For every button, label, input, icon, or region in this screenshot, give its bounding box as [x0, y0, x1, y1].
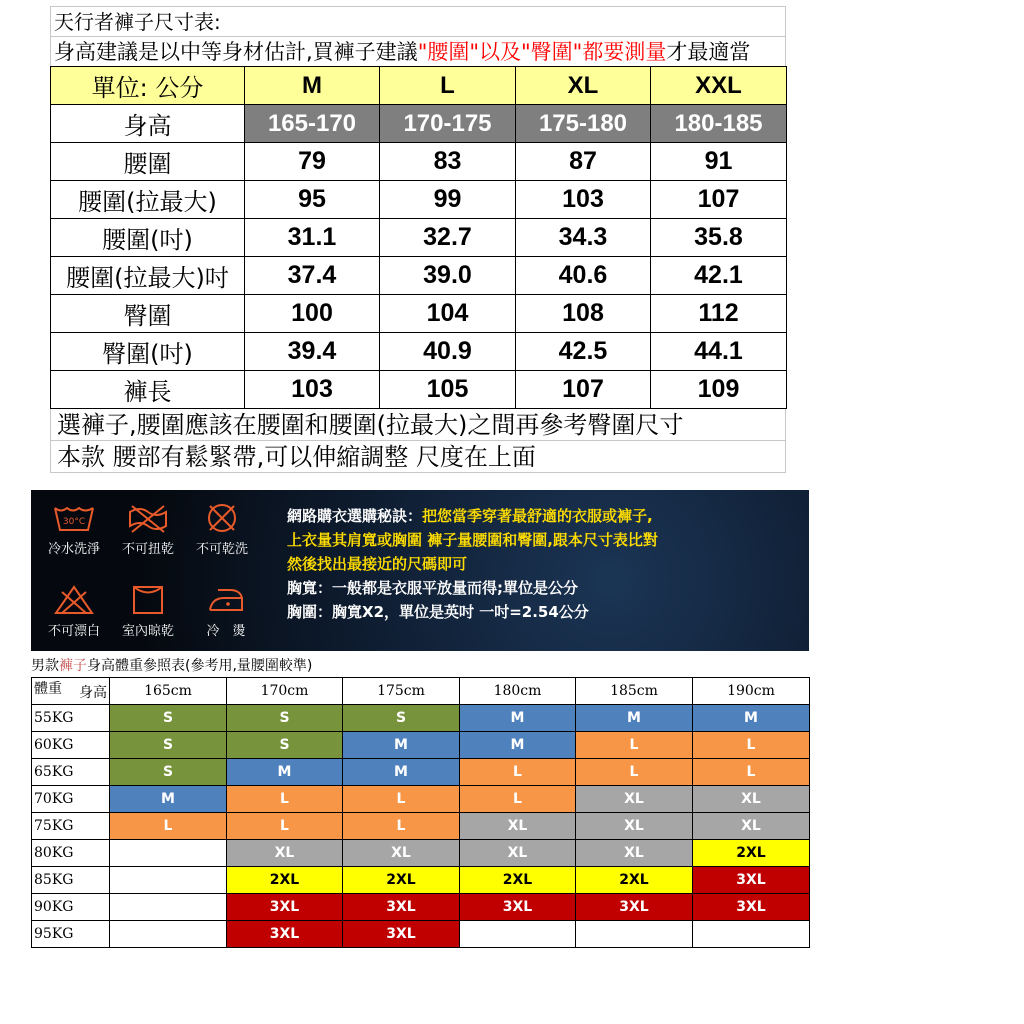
ref-size-cell: M [460, 732, 576, 759]
care-label: 冷水洗淨 [47, 542, 100, 557]
sheet-advice [50, 36, 786, 66]
size-row [51, 181, 787, 219]
advice-text-c: 才最適當 [666, 40, 751, 64]
size-value: 95 [245, 181, 380, 219]
ref-size-cell: XL [693, 813, 810, 840]
size-row-label: 腰圍(拉最大) [51, 181, 245, 219]
ref-size-cell: L [576, 759, 693, 786]
corner-height-label: 身高 [79, 685, 107, 701]
ref-size-cell: 3XL [343, 894, 460, 921]
tip-line-1: 把您當季穿著最舒適的衣服或褲子, [422, 507, 653, 525]
size-table [50, 66, 787, 409]
ref-size-cell: M [460, 705, 576, 732]
size-header-cell: XXL [651, 67, 787, 105]
ref-size-cell: XL [693, 786, 810, 813]
ref-size-cell: 2XL [460, 867, 576, 894]
size-row-label: 身高 [51, 105, 245, 143]
ref-weight-label: 60KG [32, 732, 110, 759]
size-sheet [50, 6, 786, 473]
size-header-cell: XL [516, 67, 651, 105]
ref-height-header: 170cm [227, 678, 343, 705]
ref-size-cell: S [227, 705, 343, 732]
ref-weight-label: 55KG [32, 705, 110, 732]
size-value: 180-185 [651, 105, 787, 143]
corner-weight-label: 體重 [34, 681, 62, 697]
ref-size-cell: L [227, 813, 343, 840]
size-value: 104 [380, 295, 516, 333]
size-value: 34.3 [516, 219, 651, 257]
size-value: 107 [516, 371, 651, 409]
ref-size-cell: 2XL [343, 867, 460, 894]
ref-size-cell: M [576, 705, 693, 732]
ref-size-cell: XL [460, 840, 576, 867]
ref-weight-label: 90KG [32, 894, 110, 921]
ref-size-cell [110, 840, 227, 867]
size-header-cell: M [245, 67, 380, 105]
ref-title [31, 655, 312, 675]
height-weight-table [31, 677, 810, 948]
size-header-cell: L [380, 67, 516, 105]
ref-size-cell: M [343, 759, 460, 786]
size-row [51, 105, 787, 143]
sheet-title: 天行者褲子尺寸表: [50, 6, 786, 36]
ref-weight-label: 65KG [32, 759, 110, 786]
ref-size-cell: S [227, 732, 343, 759]
size-row-label: 腰圍 [51, 143, 245, 181]
ref-weight-label: 75KG [32, 813, 110, 840]
size-row [51, 257, 787, 295]
ref-title-a: 男款 [31, 658, 59, 674]
size-row [51, 219, 787, 257]
ref-size-cell: 3XL [693, 894, 810, 921]
ref-weight-label: 85KG [32, 867, 110, 894]
size-value: 79 [245, 143, 380, 181]
size-note-2: 本款 腰部有鬆緊帶,可以伸縮調整 尺度在上面 [50, 441, 786, 473]
ref-size-cell: L [576, 732, 693, 759]
ref-size-cell: 2XL [227, 867, 343, 894]
ref-header-row [32, 678, 810, 705]
size-value: 100 [245, 295, 380, 333]
wash-temp: 30°C [62, 517, 86, 527]
care-no-tumble [187, 502, 257, 557]
ref-title-c: 身高體重參照表(參考用,量腰圍較準) [87, 658, 313, 674]
size-value: 40.9 [380, 333, 516, 371]
cool-iron-icon [204, 584, 248, 616]
ref-size-cell: XL [343, 840, 460, 867]
ref-row [32, 705, 810, 732]
size-row-label: 腰圍(吋) [51, 219, 245, 257]
size-row [51, 371, 787, 409]
ref-row [32, 894, 810, 921]
ref-size-cell: L [343, 786, 460, 813]
size-value: 175-180 [516, 105, 651, 143]
ref-weight-label: 70KG [32, 786, 110, 813]
care-label: 不可乾洗 [195, 542, 248, 557]
size-row-label: 褲長 [51, 371, 245, 409]
size-value: 105 [380, 371, 516, 409]
shopping-tips [287, 504, 807, 624]
ref-size-cell: S [343, 705, 460, 732]
ref-size-cell: XL [576, 840, 693, 867]
size-row [51, 333, 787, 371]
ref-weight-label: 95KG [32, 921, 110, 948]
ref-size-cell: 2XL [693, 840, 810, 867]
tip-line-3: 然後找出最接近的尺碼即可 [287, 555, 468, 573]
size-row-label: 臀圍 [51, 295, 245, 333]
ref-row [32, 813, 810, 840]
ref-size-cell: 3XL [227, 921, 343, 948]
ref-size-cell: S [110, 732, 227, 759]
dry-indoor-icon [126, 584, 170, 616]
size-value: 112 [651, 295, 787, 333]
size-value: 83 [380, 143, 516, 181]
ref-size-cell [110, 867, 227, 894]
ref-size-cell: 3XL [460, 894, 576, 921]
size-value: 37.4 [245, 257, 380, 295]
ref-size-cell: 3XL [227, 894, 343, 921]
ref-row [32, 867, 810, 894]
ref-size-cell [110, 894, 227, 921]
size-value: 170-175 [380, 105, 516, 143]
ref-height-header: 190cm [693, 678, 810, 705]
care-banner [31, 490, 809, 651]
size-row [51, 295, 787, 333]
tip-line-2: 上衣量其肩寬或胸圍 褲子量腰圍和臀圍,跟本尺寸表比對 [287, 531, 658, 549]
size-value: 107 [651, 181, 787, 219]
care-dry-indoor [113, 584, 183, 639]
ref-size-cell: 3XL [576, 894, 693, 921]
care-label: 不可漂白 [47, 624, 100, 639]
unit-label: 單位: 公分 [51, 67, 245, 105]
care-no-wring [113, 502, 183, 557]
no-bleach-icon [52, 584, 96, 616]
size-value: 44.1 [651, 333, 787, 371]
size-value: 108 [516, 295, 651, 333]
ref-size-cell: XL [576, 786, 693, 813]
size-value: 42.5 [516, 333, 651, 371]
ref-size-cell: L [343, 813, 460, 840]
size-value: 87 [516, 143, 651, 181]
advice-text-b: "腰圍"以及"臀圍"都要測量 [417, 40, 667, 64]
size-value: 165-170 [245, 105, 380, 143]
ref-size-cell [693, 921, 810, 948]
size-row-label: 腰圍(拉最大)吋 [51, 257, 245, 295]
ref-size-cell: L [460, 759, 576, 786]
size-value: 103 [516, 181, 651, 219]
ref-size-cell: 3XL [693, 867, 810, 894]
tip-prefix: 網路購衣選購秘訣： [287, 507, 423, 525]
size-row-label: 臀圍(吋) [51, 333, 245, 371]
no-tumble-dry-icon [200, 502, 244, 534]
ref-size-cell: M [227, 759, 343, 786]
ref-size-cell: XL [460, 813, 576, 840]
ref-height-header: 165cm [110, 678, 227, 705]
ref-size-cell: L [227, 786, 343, 813]
ref-size-cell: XL [576, 813, 693, 840]
size-value: 35.8 [651, 219, 787, 257]
size-row [51, 143, 787, 181]
wash-30c-icon [52, 502, 96, 534]
size-value: 91 [651, 143, 787, 181]
ref-corner [32, 678, 110, 705]
care-wash [39, 502, 109, 557]
care-label: 不可扭乾 [121, 542, 174, 557]
ref-size-cell: 2XL [576, 867, 693, 894]
care-label: 室內晾乾 [121, 624, 174, 639]
size-value: 40.6 [516, 257, 651, 295]
size-value: 39.0 [380, 257, 516, 295]
size-header-row [51, 67, 787, 105]
size-value: 109 [651, 371, 787, 409]
ref-size-cell: S [110, 705, 227, 732]
tip-line-5: 胸圍：胸寬X2，單位是英吋 一吋=2.54公分 [287, 603, 589, 621]
ref-size-cell: L [460, 786, 576, 813]
size-value: 31.1 [245, 219, 380, 257]
size-value: 32.7 [380, 219, 516, 257]
ref-size-cell: M [693, 705, 810, 732]
no-wring-icon [126, 502, 170, 534]
ref-height-header: 175cm [343, 678, 460, 705]
size-note-1: 選褲子,腰圍應該在腰圍和腰圍(拉最大)之間再參考臀圍尺寸 [50, 409, 786, 441]
ref-row [32, 732, 810, 759]
care-label: 冷 燙 [206, 624, 246, 639]
ref-height-header: 185cm [576, 678, 693, 705]
size-value: 39.4 [245, 333, 380, 371]
care-cool-iron [191, 584, 261, 639]
ref-row [32, 921, 810, 948]
size-value: 42.1 [651, 257, 787, 295]
size-value: 99 [380, 181, 516, 219]
ref-title-b: 褲子 [59, 658, 87, 674]
ref-size-cell: L [693, 732, 810, 759]
ref-size-cell [576, 921, 693, 948]
ref-row [32, 759, 810, 786]
care-no-bleach [39, 584, 109, 639]
size-value: 103 [245, 371, 380, 409]
ref-size-cell [110, 921, 227, 948]
ref-size-cell: L [693, 759, 810, 786]
ref-weight-label: 80KG [32, 840, 110, 867]
ref-size-cell: XL [227, 840, 343, 867]
ref-size-cell: M [343, 732, 460, 759]
tip-line-4: 胸寬：一般都是衣服平放量而得;單位是公分 [287, 579, 579, 597]
ref-size-cell: S [110, 759, 227, 786]
ref-size-cell: 3XL [343, 921, 460, 948]
ref-size-cell: L [110, 813, 227, 840]
ref-row [32, 840, 810, 867]
advice-text-a: 身高建議是以中等身材估計,買褲子建議 [54, 40, 418, 64]
ref-height-header: 180cm [460, 678, 576, 705]
ref-size-cell: M [110, 786, 227, 813]
ref-size-cell [460, 921, 576, 948]
ref-row [32, 786, 810, 813]
